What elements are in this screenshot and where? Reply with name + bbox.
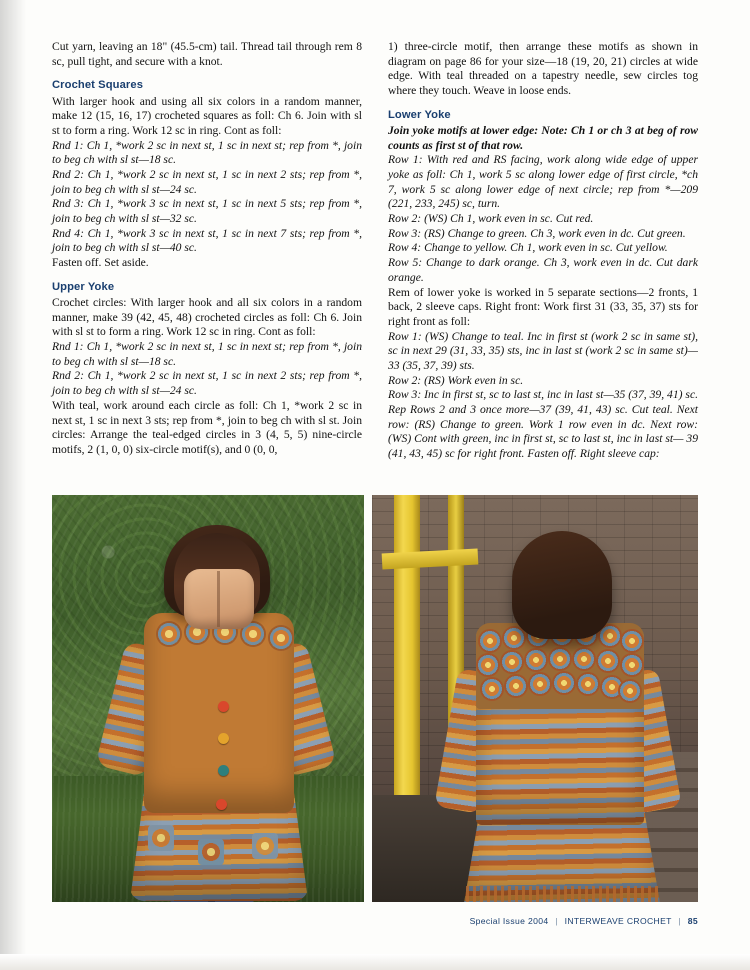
page-number: 85 (687, 916, 698, 926)
yoke-circle-motif (620, 653, 644, 677)
yoke-circle-motif (524, 648, 548, 672)
crochet-squares-rnd4: Rnd 4: Ch 1, *work 3 sc in next st, 1 sc in next 7 sts; rep from *, join to beg ch with sl st—40 sc. (52, 226, 362, 255)
yoke-circle-motif (476, 653, 500, 677)
cardigan-button (218, 733, 229, 744)
footer-magazine-title: INTERWEAVE CROCHET (564, 916, 672, 926)
right-text-column (388, 40, 698, 462)
footer-issue: Special Issue 2004 (469, 916, 549, 926)
cardigan-button (218, 701, 229, 712)
child-back-view-photo (372, 495, 698, 902)
child-head-back (512, 531, 612, 639)
yoke-circle-motif (552, 671, 576, 695)
square-motif (252, 833, 278, 859)
left-text-column (52, 40, 362, 462)
right-front-row3: Row 3: Inc in first st, sc to last st, inc in last st—35 (37, 39, 41) sc. Rep Rows 2 and 3 once more—37 (39, 41, 43) sc. Cut teal. Next row: (RS) Change to green. Work 1 row even in dc. Next row: (WS) Cont with green, inc in first st, sc to last st, inc in last st— 39 (41, 43, 45) sc for right front. Fasten off. Right sleeve cap: (388, 388, 698, 461)
circle-motif (268, 625, 294, 651)
lower-yoke-sections: Rem of lower yoke is worked in 5 separate sections—2 fronts, 1 back, 2 sleeve caps. Right front: Work first 31 (33, 35, 37) sts for right front as foll: (388, 285, 698, 328)
continuation-paragraph: 1) three-circle motif, then arrange these motifs as shown in diagram on page 86 for your size—18 (19, 20, 21) circles at wide edge. With teal threaded on a tapestry needle, sew circles tog where they touch. Weave in loose ends. (388, 40, 698, 98)
yoke-circle-motif (618, 679, 642, 703)
lower-yoke-note: Join yoke motifs at lower edge: Note: Ch 1 or ch 3 at beg of row counts as first st of that row. (388, 123, 698, 152)
page-bottom-edge (0, 954, 750, 970)
lower-yoke-row3: Row 3: (RS) Change to green. Ch 3, work even in dc. Cut green. (388, 226, 686, 240)
lower-yoke-row2: Row 2: (WS) Ch 1, work even in sc. Cut red. (388, 212, 594, 226)
crochet-squares-rnd3: Rnd 3: Ch 1, *work 3 sc in next st, 1 sc in next 5 sts; rep from *, join to beg ch with sl st—32 sc. (52, 197, 362, 226)
crochet-squares-fasten-off: Fasten off. Set aside. (52, 256, 149, 270)
lower-yoke-row1: Row 1: With red and RS facing, work along wide edge of upper yoke as foll: Ch 1, work 5 sc along lower edge of first circle, *ch 7, work 5 sc along lower edge of next circle; rep from *—209 (221, 233, 245) sc, turn. (388, 153, 698, 211)
two-column-layout (52, 40, 698, 462)
yoke-circle-motif (500, 650, 524, 674)
photo-row (52, 495, 698, 902)
upper-yoke-join-circles: With teal, work around each circle as foll: Ch 1, *work 2 sc in next st, 1 sc in next 3 sts; rep from *, join to beg ch with sl st. Join circles: Arrange the teal-edged circles in 3 (4, 5, 5) nine-circle motifs, 2 (1, 0, 0) six-circle motif(s), and 0 (0, 0, (52, 398, 362, 456)
yoke-circle-motif (596, 649, 620, 673)
yoke-circle-motif (620, 629, 644, 653)
yoke-circle-motif (504, 674, 528, 698)
yoke-circle-motif (478, 629, 502, 653)
crochet-squares-rnd1: Rnd 1: Ch 1, *work 2 sc in next st, 1 sc in next st; rep from *, join to beg ch with sl st—18 sc. (52, 138, 362, 167)
section-heading-upper-yoke: Upper Yoke (52, 280, 115, 293)
intro-paragraph: Cut yarn, leaving an 18" (45.5-cm) tail. Thread tail through rem 8 sc, pull tight, and secure with a knot. (52, 40, 362, 68)
lower-yoke-row4: Row 4: Change to yellow. Ch 1, work even in sc. Cut yellow. (388, 241, 668, 255)
yoke-circle-motif (572, 647, 596, 671)
crochet-squares-rnd2: Rnd 2: Ch 1, *work 2 sc in next st, 1 sc in next 2 sts; rep from *, join to beg ch with sl st—24 sc. (52, 168, 362, 196)
yoke-circle-motif (576, 672, 600, 696)
footer-separator-2: | (678, 916, 681, 926)
page-footer (470, 916, 698, 926)
yoke-circle-motif (480, 677, 504, 701)
cardigan-button (218, 765, 229, 776)
section-heading-crochet-squares: Crochet Squares (52, 79, 144, 92)
lower-yoke-row5: Row 5: Change to dark orange. Ch 3, work even in dc. Cut dark orange. (388, 256, 698, 284)
page-edge-shadow (0, 0, 26, 970)
cardigan-button (216, 799, 227, 810)
circle-motif (156, 621, 182, 647)
yoke-circle-motif (548, 647, 572, 671)
right-front-row2: Row 2: (RS) Work even in sc. (388, 373, 524, 387)
upper-yoke-rnd2: Rnd 2: Ch 1, *work 2 sc in next st, 1 sc in next 2 sts; rep from *, join to beg ch with sl st—24 sc. (52, 369, 362, 398)
footer-separator: | (555, 916, 558, 926)
upper-yoke-p0: Crochet circles: With larger hook and all six colors in a random manner, make 39 (42, 45, 48) crocheted circles as foll: Ch 6. Join with sl st to form a ring. Work 12 sc in ring. Cont as foll: (52, 296, 362, 339)
square-motif (198, 839, 224, 865)
crochet-squares-p0: With larger hook and using all six colors in a random manner, make 12 (15, 16, 17) crocheted squares as foll: Ch 6. Join with sl st to form a ring. Work 12 sc in ring. Cont as foll: (52, 94, 362, 137)
section-heading-lower-yoke: Lower Yoke (388, 108, 451, 121)
yellow-railing-post-1 (394, 495, 420, 795)
child-hands (184, 569, 254, 629)
cardigan-hem-fringe (466, 886, 658, 902)
yoke-circle-motif (528, 672, 552, 696)
square-motif (148, 825, 174, 851)
upper-yoke-rnd1: Rnd 1: Ch 1, *work 2 sc in next st, 1 sc in next st; rep from *, join to beg ch with sl st—18 sc. (52, 340, 362, 368)
right-front-row1: Row 1: (WS) Change to teal. Inc in first st (work 2 sc in same st), sc in next 29 (31, 33, 35) sts, inc in last st (work 2 sc in same st)—33 (35, 37, 39) sts. (388, 329, 698, 372)
child-front-view-photo (52, 495, 364, 902)
